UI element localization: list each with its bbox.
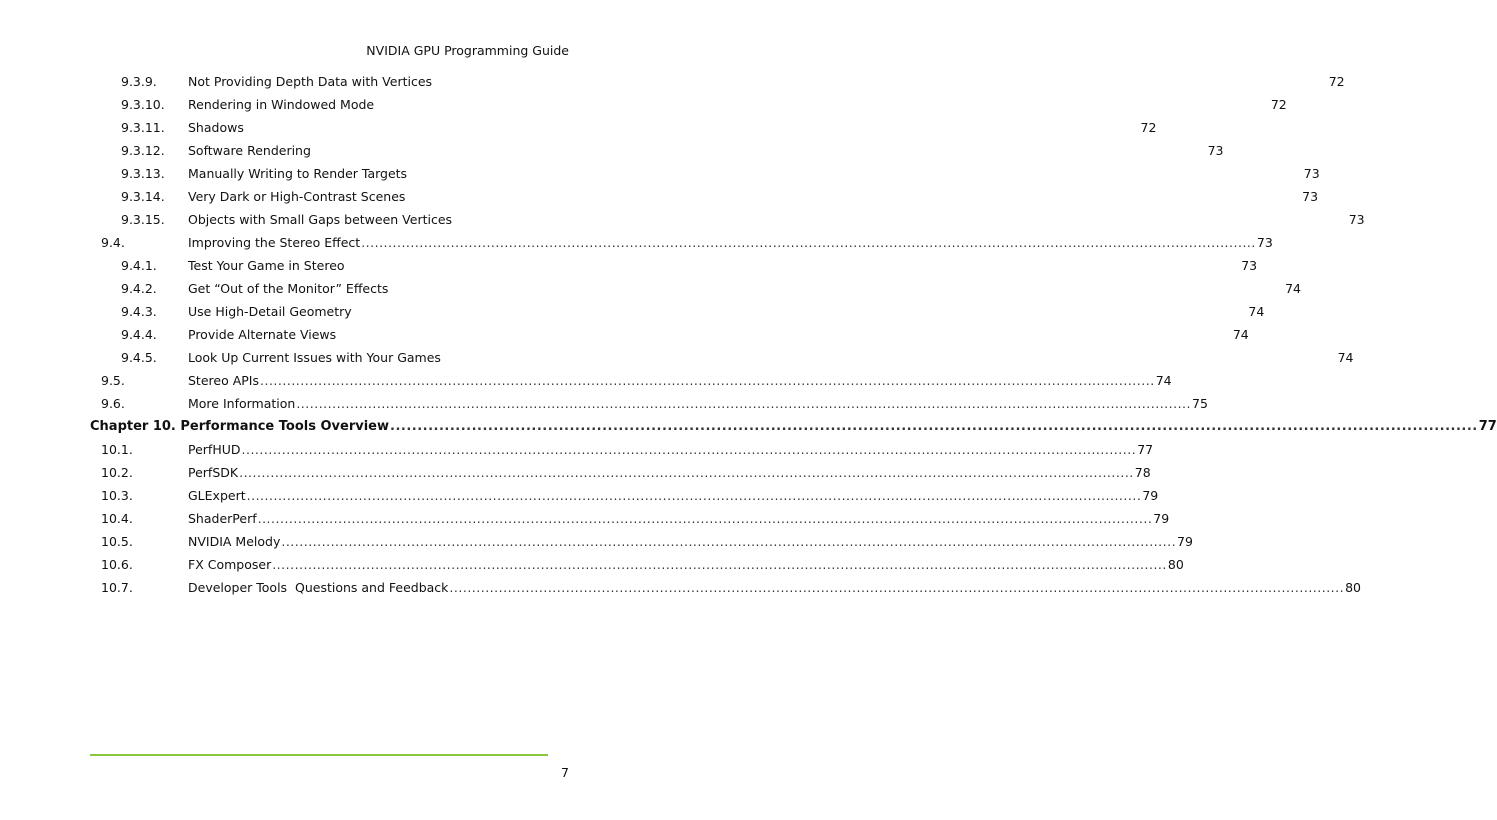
toc-entry-title: NVIDIA Melody xyxy=(188,534,281,549)
toc-entry-number: 10.7. xyxy=(101,580,133,595)
toc-entry-title: Test Your Game in Stereo xyxy=(188,258,345,273)
toc-entry-number: 9.4.1. xyxy=(121,258,157,273)
toc-entry-title: PerfHUD xyxy=(188,442,241,457)
toc-entry-number: 9.4. xyxy=(101,235,125,250)
toc-entry-number: 10.4. xyxy=(101,511,133,526)
toc-page-number: 72 xyxy=(1140,120,1157,135)
toc-entry[interactable] xyxy=(0,440,1154,460)
toc-page-number: 73 xyxy=(1303,166,1320,181)
toc-entry[interactable] xyxy=(0,256,1258,276)
toc-entry-title: GLExpert xyxy=(188,488,246,503)
toc-page-number: 74 xyxy=(1285,281,1301,296)
toc-entry-number: 9.3.13. xyxy=(121,166,165,181)
toc-page-number: 77 xyxy=(1137,442,1154,457)
toc-entry-title: Improving the Stereo Effect xyxy=(188,235,361,250)
toc-entry[interactable] xyxy=(0,509,1170,529)
toc-entry[interactable] xyxy=(0,302,1265,322)
toc-entry[interactable] xyxy=(0,141,1224,161)
toc-page-number: 74 xyxy=(1248,304,1265,319)
toc-leader-dots: ........................................................................................................................................................................................................ xyxy=(246,488,1142,503)
toc-page-number: 74 xyxy=(1155,373,1172,388)
toc-entry-title: Use High-Detail Geometry xyxy=(188,304,352,319)
toc-entry-title: Software Rendering xyxy=(188,143,311,158)
toc-page-number: 74 xyxy=(1337,350,1354,365)
toc-entry[interactable] xyxy=(0,532,1193,552)
toc-leader-dots: ........................................................................................................................................................................................................ xyxy=(296,396,1192,411)
toc-page-number: 73 xyxy=(1241,258,1258,273)
toc-page-number: 72 xyxy=(1328,74,1345,89)
toc-entry-number: 10.3. xyxy=(101,488,133,503)
toc-chapter-entry[interactable] xyxy=(0,417,1497,437)
toc-entry-title: PerfSDK xyxy=(188,465,239,480)
toc-entry-number: 9.4.2. xyxy=(121,281,157,296)
toc-entry-number: 9.4.4. xyxy=(121,327,157,342)
toc-entry[interactable] xyxy=(0,325,1249,345)
toc-entry[interactable] xyxy=(0,578,1362,598)
toc-entry-number: 10.2. xyxy=(101,465,133,480)
toc-entry-number: 9.3.11. xyxy=(121,120,165,135)
toc-entry-number: 9.5. xyxy=(101,373,125,388)
toc-page-number: 79 xyxy=(1142,488,1159,503)
toc-entry[interactable] xyxy=(0,118,1157,138)
toc-page-number: 72 xyxy=(1270,97,1287,112)
toc-entry-title: Developer Tools Questions and Feedback xyxy=(188,580,449,595)
toc-entry-title: Shadows xyxy=(188,120,244,135)
toc-entry-number: 9.4.3. xyxy=(121,304,157,319)
toc-page-number: 80 xyxy=(1345,580,1362,595)
toc-leader-dots: ........................................................................................................................................................................................................ xyxy=(361,235,1256,250)
toc-entry-title: More Information xyxy=(188,396,296,411)
toc-page-number: 73 xyxy=(1207,143,1224,158)
toc-entry[interactable] xyxy=(0,348,1354,368)
toc-entry-number: 10.6. xyxy=(101,557,133,572)
toc-entry-title: Provide Alternate Views xyxy=(188,327,337,342)
toc-page-number: 79 xyxy=(1153,511,1170,526)
toc-entry[interactable] xyxy=(0,210,1365,230)
toc-entry-title: Very Dark or High-Contrast Scenes xyxy=(188,189,406,204)
toc-entry[interactable] xyxy=(0,164,1320,184)
toc-entry[interactable] xyxy=(0,95,1287,115)
toc-leader-dots: ........................................................................................................................................................................................................ xyxy=(281,534,1177,549)
toc-entry-number: 9.4.5. xyxy=(121,350,157,365)
toc-entry[interactable] xyxy=(0,486,1159,506)
toc-entry[interactable] xyxy=(0,463,1151,483)
toc-entry-title: Stereo APIs xyxy=(188,373,259,388)
toc-leader-dots: ........................................................................................................................................................................................................ xyxy=(260,373,1155,388)
toc-entry[interactable] xyxy=(0,394,1208,414)
page-header: NVIDIA GPU Programming Guide xyxy=(366,43,569,58)
toc-page-number: 73 xyxy=(1256,235,1273,250)
toc-entry[interactable] xyxy=(0,233,1273,253)
toc-entry-number: 9.3.12. xyxy=(121,143,165,158)
toc-leader-dots: ........................................................................................................................................................................................................ xyxy=(390,419,1478,434)
toc-entry-number: 10.5. xyxy=(101,534,133,549)
toc-page-number: 78 xyxy=(1134,465,1151,480)
toc-entry-title: FX Composer xyxy=(188,557,272,572)
toc-entry[interactable] xyxy=(0,555,1184,575)
toc-entry[interactable] xyxy=(0,72,1345,92)
toc-entry-number: 9.6. xyxy=(101,396,125,411)
toc-page-number: 75 xyxy=(1192,396,1208,411)
toc-entry-number: 10.1. xyxy=(101,442,133,457)
toc-chapter-title: Chapter 10. Performance Tools Overview xyxy=(90,419,390,434)
toc-entry-title: Get “Out of the Monitor” Effects xyxy=(188,281,389,296)
toc-page-number: 73 xyxy=(1348,212,1365,227)
toc-entry-number: 9.3.10. xyxy=(121,97,165,112)
page-number: 7 xyxy=(561,765,569,780)
toc-entry-title: Look Up Current Issues with Your Games xyxy=(188,350,441,365)
toc-page-number: 80 xyxy=(1167,557,1184,572)
toc-entry-title: Objects with Small Gaps between Vertices xyxy=(188,212,453,227)
toc-entry-title: Rendering in Windowed Mode xyxy=(188,97,375,112)
footer-rule xyxy=(90,754,548,756)
toc-entry-title: Manually Writing to Render Targets xyxy=(188,166,408,181)
toc-page-number: 77 xyxy=(1478,419,1497,434)
toc-page-number: 79 xyxy=(1177,534,1193,549)
toc-leader-dots: ........................................................................................................................................................................................................ xyxy=(257,511,1153,526)
toc-entry[interactable] xyxy=(0,371,1172,391)
toc-entry-title: Not Providing Depth Data with Vertices xyxy=(188,74,433,89)
toc-page-number: 74 xyxy=(1232,327,1249,342)
toc-entry[interactable] xyxy=(0,279,1301,299)
toc-leader-dots: ........................................................................................................................................................................................................ xyxy=(272,557,1167,572)
toc-page-number: 73 xyxy=(1302,189,1319,204)
toc-entry-number: 9.3.9. xyxy=(121,74,157,89)
toc-leader-dots: ........................................................................................................................................................................................................ xyxy=(241,442,1137,457)
toc-leader-dots: ........................................................................................................................................................................................................ xyxy=(239,465,1134,480)
toc-entry-number: 9.3.14. xyxy=(121,189,165,204)
toc-entry-number: 9.3.15. xyxy=(121,212,165,227)
toc-entry[interactable] xyxy=(0,187,1319,207)
toc-leader-dots: ........................................................................................................................................................................................................ xyxy=(449,580,1345,595)
toc-entry-title: ShaderPerf xyxy=(188,511,257,526)
